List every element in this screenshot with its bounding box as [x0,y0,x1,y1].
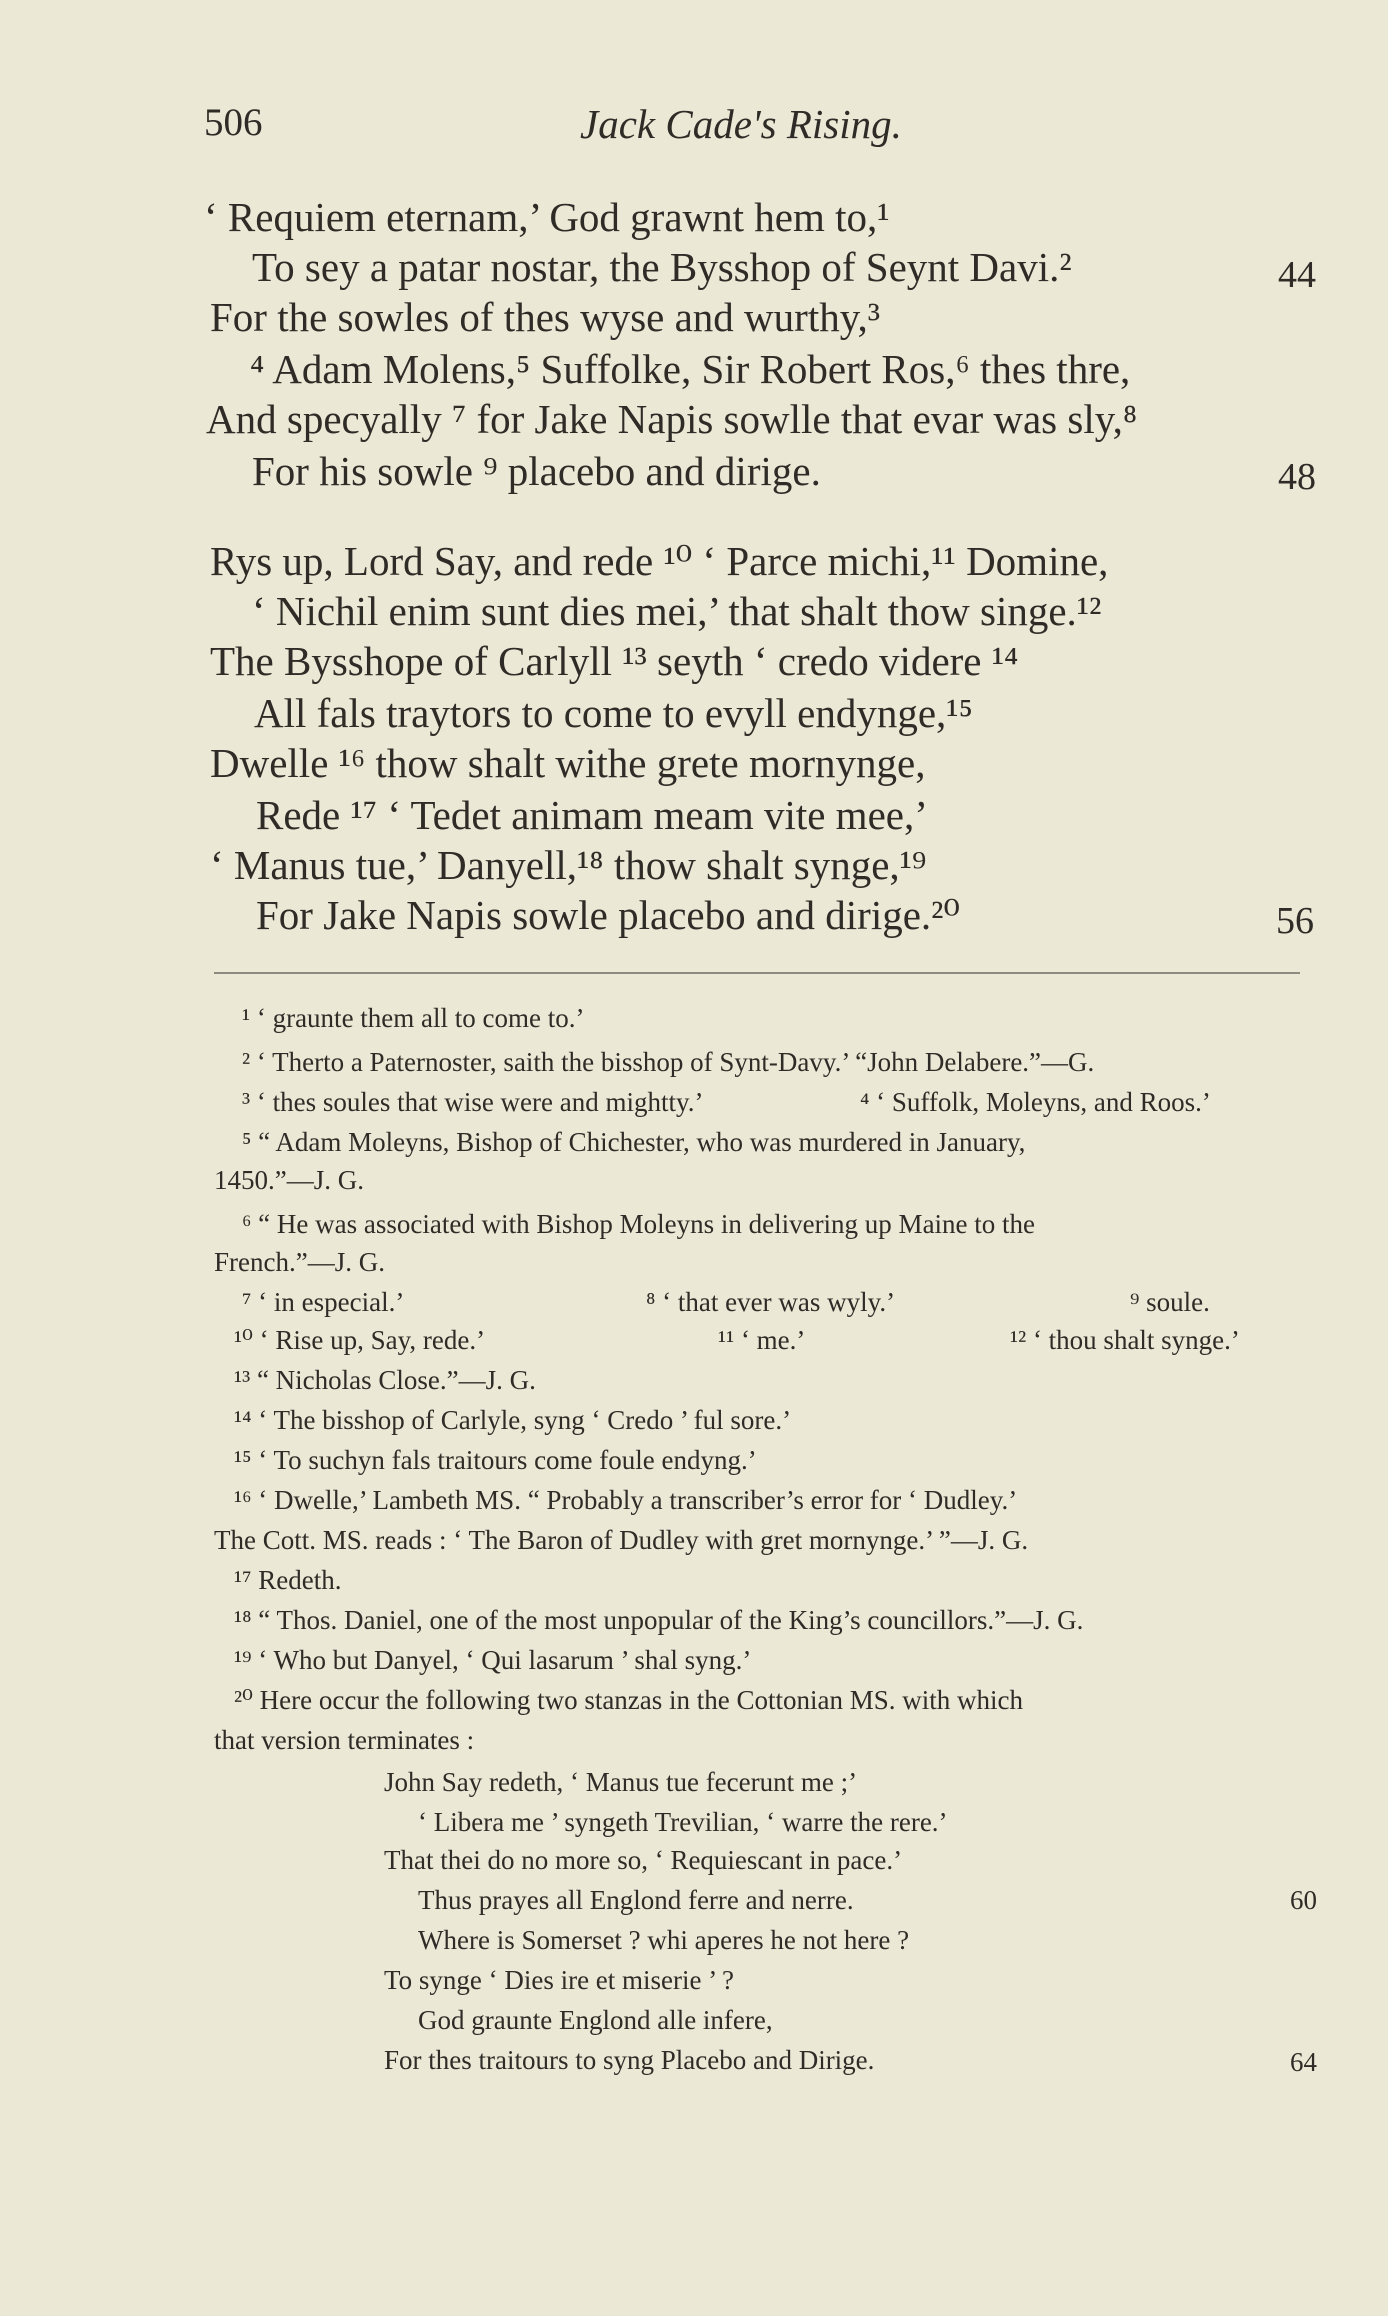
verse-line: For the sowles of thes wyse and wurthy,³ [210,294,881,340]
footnote: 1450.”—J. G. [214,1165,364,1195]
footnote: ¹⁸ “ Thos. Daniel, one of the most unpopular of the King’s councillors.”—J. G. [234,1605,1084,1635]
verse-line: All fals traytors to come to evyll endynge,¹⁵ [254,690,973,736]
line-number: 64 [1290,2047,1317,2077]
footnote: ¹⁴ ‘ The bisshop of Carlyle, syng ‘ Credo ’ ful sore.’ [234,1405,792,1435]
verse-line: For Jake Napis sowle placebo and dirige.²⁰ [256,892,960,938]
stanza-line: Where is Somerset ? whi aperes he not here ? [418,1925,910,1955]
line-number: 60 [1290,1885,1317,1915]
stanza-line: To synge ‘ Dies ire et miserie ’ ? [384,1965,734,1995]
footnote: ⁹ soule. [1130,1287,1210,1317]
verse-line: The Bysshope of Carlyll ¹³ seyth ‘ credo videre ¹⁴ [210,638,1019,684]
line-number: 44 [1278,254,1316,296]
footnote: ³ ‘ thes soules that wise were and mightty.’ [242,1087,704,1117]
verse-line: For his sowle ⁹ placebo and dirige. [252,448,821,494]
verse-line: ‘ Nichil enim sunt dies mei,’ that shalt thow singe.¹² [252,588,1102,634]
line-number: 48 [1278,456,1316,498]
stanza-line: ‘ Libera me ’ syngeth Trevilian, ‘ warre the rere.’ [418,1807,948,1837]
footnote: ¹⁷ Redeth. [234,1565,342,1595]
verse-line: ‘ Manus tue,’ Danyell,¹⁸ thow shalt synge,¹⁹ [210,842,927,888]
footnote: ⁷ ‘ in especial.’ [242,1287,405,1317]
page-number: 506 [204,101,263,144]
verse-line: Rede ¹⁷ ‘ Tedet animam meam vite mee,’ [256,792,928,838]
verse-line: Dwelle ¹⁶ thow shalt withe grete mornynge, [210,740,926,786]
footnote: ⁶ “ He was associated with Bishop Moleyns in delivering up Maine to the [242,1209,1036,1239]
verse-line: ⁴ Adam Molens,⁵ Suffolke, Sir Robert Ros,⁶ thes thre, [250,346,1131,392]
footnote: ⁴ ‘ Suffolk, Moleyns, and Roos.’ [860,1087,1211,1117]
footnote: ¹⁶ ‘ Dwelle,’ Lambeth MS. “ Probably a transcriber’s error for ‘ Dudley.’ [234,1485,1018,1515]
verse-line: To sey a patar nostar, the Bysshop of Seynt Davi.² [252,244,1072,290]
footnote: ⁸ ‘ that ever was wyly.’ [646,1287,896,1317]
stanza-line: God graunte Englond alle infere, [418,2005,773,2035]
footnote: ¹¹ ‘ me.’ [718,1325,806,1355]
stanza-line: Thus prayes all Englond ferre and nerre. [418,1885,854,1915]
stanza-line: For thes traitours to syng Placebo and Dirige. [384,2045,875,2075]
footnote: ²⁰ Here occur the following two stanzas in the Cottonian MS. with which [234,1685,1024,1715]
footnote: ¹⁵ ‘ To suchyn fals traitours come foule endyng.’ [234,1445,757,1475]
footnote: ¹ ‘ graunte them all to come to.’ [242,1003,585,1033]
footnote: ¹⁹ ‘ Who but Danyel, ‘ Qui lasarum ’ shal syng.’ [234,1645,752,1675]
footnote: The Cott. MS. reads : ‘ The Baron of Dudley with gret mornynge.’ ”—J. G. [214,1525,1029,1555]
footnote-rule [214,972,1300,974]
line-number: 56 [1276,900,1314,942]
stanza-line: John Say redeth, ‘ Manus tue fecerunt me ;’ [384,1767,858,1797]
stanza-line: That thei do no more so, ‘ Requiescant in pace.’ [384,1845,903,1875]
verse-line: Rys up, Lord Say, and rede ¹⁰ ‘ Parce michi,¹¹ Domine, [210,538,1109,584]
running-title: Jack Cade's Rising. [580,101,902,147]
footnote: ¹² ‘ thou shalt synge.’ [1010,1325,1240,1355]
verse-line: ‘ Requiem eternam,’ God grawnt hem to,¹ [204,194,890,240]
footnote: French.”—J. G. [214,1247,385,1277]
footnote: ² ‘ Therto a Paternoster, saith the bisshop of Synt-Davy.’ “John Delabere.”—G. [242,1047,1095,1077]
footnote: ¹⁰ ‘ Rise up, Say, rede.’ [234,1325,486,1355]
footnote: ⁵ “ Adam Moleyns, Bishop of Chichester, who was murdered in January, [242,1127,1026,1157]
footnote: that version terminates : [214,1725,475,1755]
verse-line: And specyally ⁷ for Jake Napis sowlle that evar was sly,⁸ [206,396,1138,442]
running-header [0,100,1388,160]
footnote: ¹³ “ Nicholas Close.”—J. G. [234,1365,536,1395]
